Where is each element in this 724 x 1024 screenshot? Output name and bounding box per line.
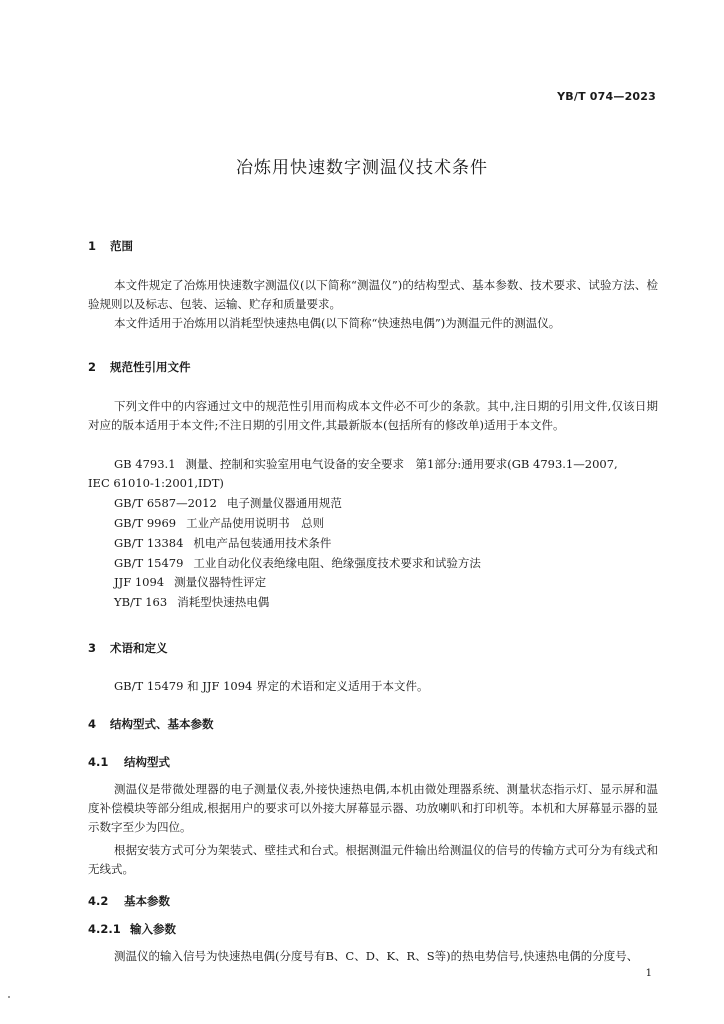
section-title: 输入参数 xyxy=(130,922,177,936)
reference-name: 工业产品使用说明书 总则 xyxy=(186,516,325,530)
reference-name: 测量、控制和实验室用电气设备的安全要求 第1部分:通用要求(GB 4793.1—2007, xyxy=(185,457,618,471)
subsection-4-1-paragraph-1: 测温仪是带微处理器的电子测量仪表,外接快速热电偶,本机由微处理器系统、测量状态指示灯、显示屏和温度补偿模块等部分组成,根据用户的要求可以外接大屏幕显示器、功放喇叭和打印机等。本机和大屏幕显示器的显示数字至少为四位。 xyxy=(88,782,658,834)
section-title: 结构型式 xyxy=(124,755,171,769)
section-number: 4.2 xyxy=(88,894,109,908)
section-number: 4 xyxy=(88,717,97,731)
reference-name: 工业自动化仪表绝缘电阻、绝缘强度技术要求和试验方法 xyxy=(193,556,481,570)
page-number: 1 xyxy=(645,968,652,979)
reference-code: IEC 61010-1:2001,IDT) xyxy=(88,476,224,490)
reference-code: GB/T 6587—2012 xyxy=(114,496,217,510)
reference-item xyxy=(114,514,324,533)
subsection-4-2-1-heading xyxy=(88,921,176,937)
section-title: 术语和定义 xyxy=(110,641,168,655)
reference-item xyxy=(114,573,266,592)
reference-name: 测量仪器特性评定 xyxy=(174,575,267,589)
standard-code: YB/T 074—2023 xyxy=(557,90,656,103)
section-number: 4.2.1 xyxy=(88,922,121,936)
reference-item xyxy=(114,534,331,553)
scan-mark xyxy=(8,996,10,998)
section-number: 3 xyxy=(88,641,97,655)
reference-item xyxy=(114,554,481,573)
subsection-4-1-paragraph-2: 根据安装方式可分为架装式、壁挂式和台式。根据测温元件输出给测温仪的信号的传输方式可分为有线式和无线式。 xyxy=(88,843,658,876)
section-number: 4.1 xyxy=(88,755,109,769)
reference-code: YB/T 163 xyxy=(114,595,168,609)
section-title: 结构型式、基本参数 xyxy=(110,717,214,731)
reference-code: GB/T 15479 xyxy=(114,556,184,570)
reference-item xyxy=(114,455,618,474)
section-1-paragraph-1: 本文件规定了冶炼用快速数字测温仪(以下简称“测温仪”)的结构型式、基本参数、技术要求、试验方法、检验规则以及标志、包装、运输、贮存和质量要求。 xyxy=(88,278,658,311)
section-number: 2 xyxy=(88,360,97,374)
section-3-paragraph-1: GB/T 15479 和 JJF 1094 界定的术语和定义适用于本文件。 xyxy=(114,679,429,693)
reference-code: GB 4793.1 xyxy=(114,457,176,471)
subsection-4-2-1-paragraph-1: 测温仪的输入信号为快速热电偶(分度号有B、C、D、K、R、S等)的热电势信号,快速热电偶的分度号、 xyxy=(114,949,639,963)
section-2-heading xyxy=(88,359,191,375)
section-title: 规范性引用文件 xyxy=(110,360,191,374)
subsection-4-1-heading xyxy=(88,754,170,770)
subsection-4-2-heading xyxy=(88,893,170,909)
section-title: 范围 xyxy=(110,239,134,253)
reference-code: GB/T 13384 xyxy=(114,536,184,550)
section-4-heading xyxy=(88,716,214,732)
section-title: 基本参数 xyxy=(124,894,171,908)
section-3-heading xyxy=(88,640,168,656)
reference-name: 消耗型快速热电偶 xyxy=(177,595,270,609)
section-2-paragraph-1: 下列文件中的内容通过文中的规范性引用而构成本文件必不可少的条款。其中,注日期的引用文件,仅该日期对应的版本适用于本文件;不注日期的引用文件,其最新版本(包括所有的修改单)适用于本文件。 xyxy=(88,399,658,432)
section-number: 1 xyxy=(88,239,97,253)
section-1-paragraph-2: 本文件适用于冶炼用以消耗型快速热电偶(以下简称“快速热电偶”)为测温元件的测温仪。 xyxy=(114,316,561,330)
reference-name: 机电产品包装通用技术条件 xyxy=(193,536,332,550)
document-title: 冶炼用快速数字测温仪技术条件 xyxy=(236,158,488,178)
reference-code: GB/T 9969 xyxy=(114,516,177,530)
reference-item xyxy=(114,593,269,612)
reference-code: JJF 1094 xyxy=(114,575,165,589)
reference-name: 电子测量仪器通用规范 xyxy=(226,496,342,510)
section-1-heading xyxy=(88,238,133,254)
reference-item-continued xyxy=(88,474,224,493)
reference-item xyxy=(114,494,342,513)
